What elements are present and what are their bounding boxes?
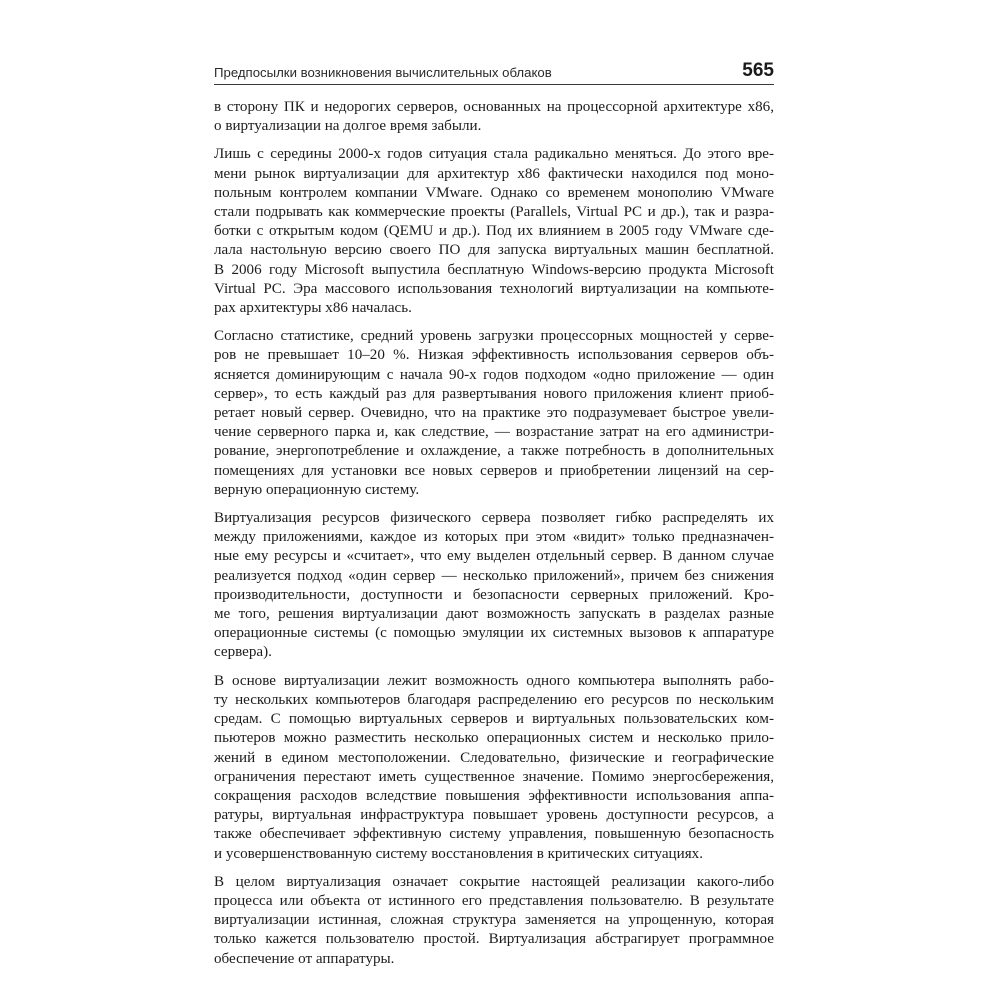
- text-line: и усовершенствованную систему восстановления в критических ситуациях.: [214, 845, 703, 862]
- text-line: также обеспечивает эффективную систему управления, повышенную безопасность: [214, 826, 774, 843]
- text-line: В целом виртуализация означает сокрытие настоящей реализации какого-либо: [214, 873, 774, 890]
- text-line: виртуализации истинная, сложная структура заменяется на упрощенную, которая: [214, 912, 774, 929]
- text-line: помещениях для установки все новых серверов и приобретении лицензий на сер-: [214, 462, 774, 479]
- text-line: о виртуализации на долгое время забыли.: [214, 118, 482, 135]
- text-line: пьютеров можно разместить несколько операционных систем и несколько прило-: [214, 730, 774, 747]
- text-line: ту нескольких компьютеров благодаря распределению его ресурсов по нескольким: [214, 691, 774, 708]
- text-line: средам. С помощью виртуальных серверов и виртуальных пользовательских ком-: [214, 711, 774, 728]
- text-line: рах архитектуры x86 началась.: [214, 300, 412, 317]
- text-line: реализуется подход «один сервер — несколько приложений», причем без снижения: [214, 567, 774, 584]
- text-line: сокращения расходов вследствие повышения эффективности использования аппа-: [214, 787, 774, 804]
- text-line: верную операционную систему.: [214, 481, 420, 498]
- body-text: [214, 98, 774, 978]
- paragraph: [214, 873, 774, 969]
- text-line: обеспечение от аппаратуры.: [214, 950, 395, 967]
- text-line: мени рынок виртуализации для архитектур x86 фактически находился под моно-: [214, 165, 774, 182]
- text-line: лала настольную версию своего ПО для запуска виртуальных машин бесплатной.: [214, 242, 774, 259]
- text-line: рование, энергопотребление и охлаждение, а также потребность в дополнительных: [214, 443, 774, 460]
- text-line: ретает новый сервер. Очевидно, что на практике это подразумевает быстрое увели-: [214, 405, 774, 422]
- running-title: Предпосылки возникновения вычислительных облаков: [214, 65, 552, 80]
- paragraph: [214, 145, 774, 318]
- text-line: сервера).: [214, 644, 272, 661]
- text-line: сервер», то есть каждый раз для развертывания нового приложения клиент приоб-: [214, 385, 774, 402]
- text-line: чение серверного парка и, как следствие, — возрастание затрат на его администри-: [214, 424, 774, 441]
- text-line: жений в едином местоположении. Следовательно, физические и географические: [214, 749, 774, 766]
- text-line: В 2006 году Microsoft выпустила бесплатную Windows-версию продукта Microsoft: [214, 261, 774, 278]
- paragraph: [214, 509, 774, 663]
- text-line: стали подрывать как коммерческие проекты (Parallels, Virtual PC и др.), так и разра-: [214, 204, 774, 221]
- text-line: в сторону ПК и недорогих серверов, основанных на процессорной архитектуре x86,: [214, 99, 774, 115]
- paragraph: [214, 98, 774, 136]
- text-line: только кажется пользователю простой. Виртуализация абстрагирует программное: [214, 931, 774, 948]
- text-line: ясняется доминирующим с начала 90-х годов подходом «одно приложение — один: [214, 366, 774, 383]
- text-line: ботки с открытым кодом (QEMU и др.). Под их влиянием в 2005 году VMware сде-: [214, 223, 774, 240]
- text-line: между приложениями, каждое из которых при этом «видит» только предназначен-: [214, 529, 774, 546]
- text-line: ме того, решения виртуализации дают возможность запускать в разделах разные: [214, 606, 774, 623]
- text-line: Лишь с середины 2000-х годов ситуация стала радикально меняться. До этого вре-: [214, 146, 774, 163]
- page-number: 565: [742, 60, 774, 81]
- text-line: В основе виртуализации лежит возможность одного компьютера выполнять рабо-: [214, 672, 774, 689]
- text-line: ные ему ресурсы и «считает», что ему выделен отдельный сервер. В данном случае: [214, 548, 774, 565]
- text-line: ратуры, виртуальная инфраструктура повышает уровень доступности ресурсов, а: [214, 807, 774, 824]
- text-line: Виртуализация ресурсов физического сервера позволяет гибко распределять их: [214, 510, 774, 527]
- text-line: операционные системы (с помощью эмуляции их системных вызовов к аппаратуре: [214, 625, 774, 642]
- text-line: Согласно статистике, средний уровень загрузки процессорных мощностей у серве-: [214, 328, 774, 345]
- paragraph: [214, 672, 774, 864]
- paragraph: [214, 327, 774, 500]
- text-line: ров не превышает 10–20 %. Низкая эффективность использования серверов объ-: [214, 347, 774, 364]
- text-line: процесса или объекта от истинного его представления пользователю. В результате: [214, 892, 774, 909]
- text-line: производительности, доступности и безопасности серверных приложений. Кро-: [214, 586, 774, 603]
- text-line: ограничения перестают иметь существенное значение. Помимо энергосбережения,: [214, 768, 774, 785]
- text-line: польным контролем компании VMware. Однако со временем монополию VMware: [214, 184, 774, 201]
- text-line: Virtual PC. Эра массового использования технологий виртуализации на компьюте-: [214, 280, 774, 297]
- running-header: [214, 58, 774, 85]
